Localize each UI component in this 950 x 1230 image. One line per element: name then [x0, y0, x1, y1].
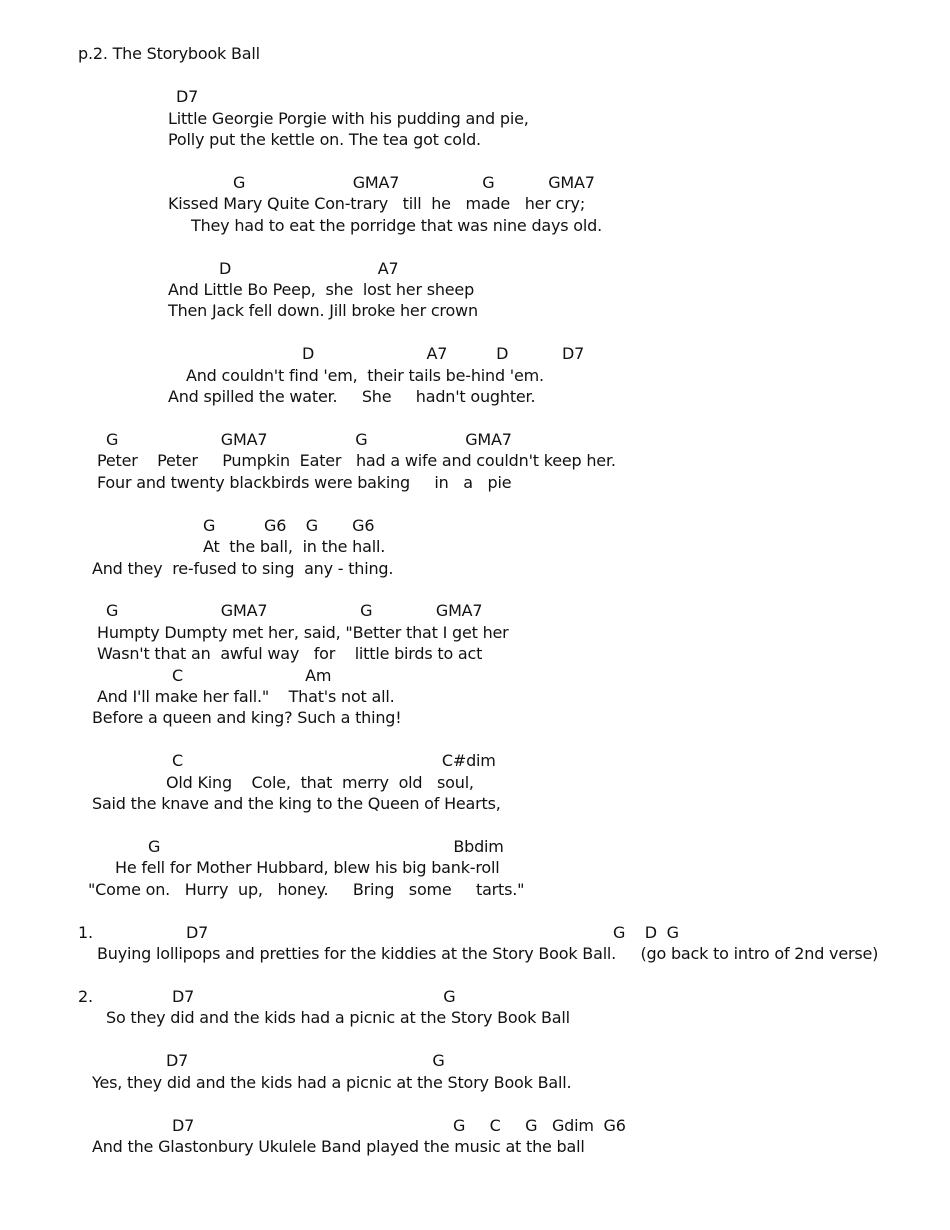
lyric-line: Then Jack fell down. Jill broke her crown: [168, 301, 478, 320]
lyric-line: Yes, they did and the kids had a picnic at the Story Book Ball.: [92, 1073, 572, 1092]
chord-line: C Am: [172, 666, 332, 685]
lyric-line: Old King Cole, that merry old soul,: [166, 773, 474, 792]
chord-line: G D G: [613, 923, 679, 942]
chord-line: G GMA7 G GMA7: [106, 601, 483, 620]
chord-line: D7: [186, 923, 209, 942]
lyric-line: Little Georgie Porgie with his pudding and pie,: [168, 109, 529, 128]
ending-number: 1.: [78, 923, 93, 942]
lyric-line: And I'll make her fall." That's not all.: [97, 687, 395, 706]
lyric-line: Peter Peter Pumpkin Eater had a wife and couldn't keep her.: [97, 451, 616, 470]
chord-line: G G6 G G6: [203, 516, 375, 535]
chord-line: D A7 D D7: [302, 344, 585, 363]
lyric-line: At the ball, in the hall.: [203, 537, 386, 556]
lyric-line: He fell for Mother Hubbard, blew his big bank-roll: [115, 858, 500, 877]
lyric-line: They had to eat the porridge that was nine days old.: [191, 216, 602, 235]
lyric-line: Said the knave and the king to the Queen of Hearts,: [92, 794, 501, 813]
page-title: p.2. The Storybook Ball: [78, 44, 260, 63]
lyric-line: Buying lollipops and pretties for the kiddies at the Story Book Ball. (go back to intro of 2nd verse): [97, 944, 879, 963]
lyric-line: So they did and the kids had a picnic at the Story Book Ball: [106, 1008, 570, 1027]
lyric-line: "Come on. Hurry up, honey. Bring some tarts.": [88, 880, 525, 899]
chord-line: D7 G: [172, 987, 456, 1006]
lyric-line: Polly put the kettle on. The tea got cold.: [168, 130, 481, 149]
lyric-line: Humpty Dumpty met her, said, "Better that I get her: [97, 623, 509, 642]
lyric-line: Wasn't that an awful way for little birds to act: [97, 644, 483, 663]
chord-line: D7 G C G Gdim G6: [172, 1116, 626, 1135]
lyric-line: Kissed Mary Quite Con-trary till he made her cry;: [168, 194, 586, 213]
chord-line: G GMA7 G GMA7: [106, 430, 512, 449]
lyric-line: And the Glastonbury Ukulele Band played the music at the ball: [92, 1137, 585, 1156]
ending-number: 2.: [78, 987, 93, 1006]
chord-line: C C#dim: [172, 751, 496, 770]
chord-line: G GMA7 G GMA7: [233, 173, 595, 192]
lyric-line: And spilled the water. She hadn't oughter.: [168, 387, 536, 406]
chord-line: D A7: [219, 259, 399, 278]
chord-line: D7 G: [166, 1051, 445, 1070]
lyric-line: Before a queen and king? Such a thing!: [92, 708, 402, 727]
lyric-line: Four and twenty blackbirds were baking in a pie: [97, 473, 512, 492]
chord-line: D7: [176, 87, 199, 106]
lyric-line: And Little Bo Peep, she lost her sheep: [168, 280, 475, 299]
lyric-line: And they re-fused to sing any - thing.: [92, 559, 394, 578]
chord-line: G Bbdim: [148, 837, 504, 856]
lyric-line: And couldn't find 'em, their tails be-hind 'em.: [186, 366, 544, 385]
